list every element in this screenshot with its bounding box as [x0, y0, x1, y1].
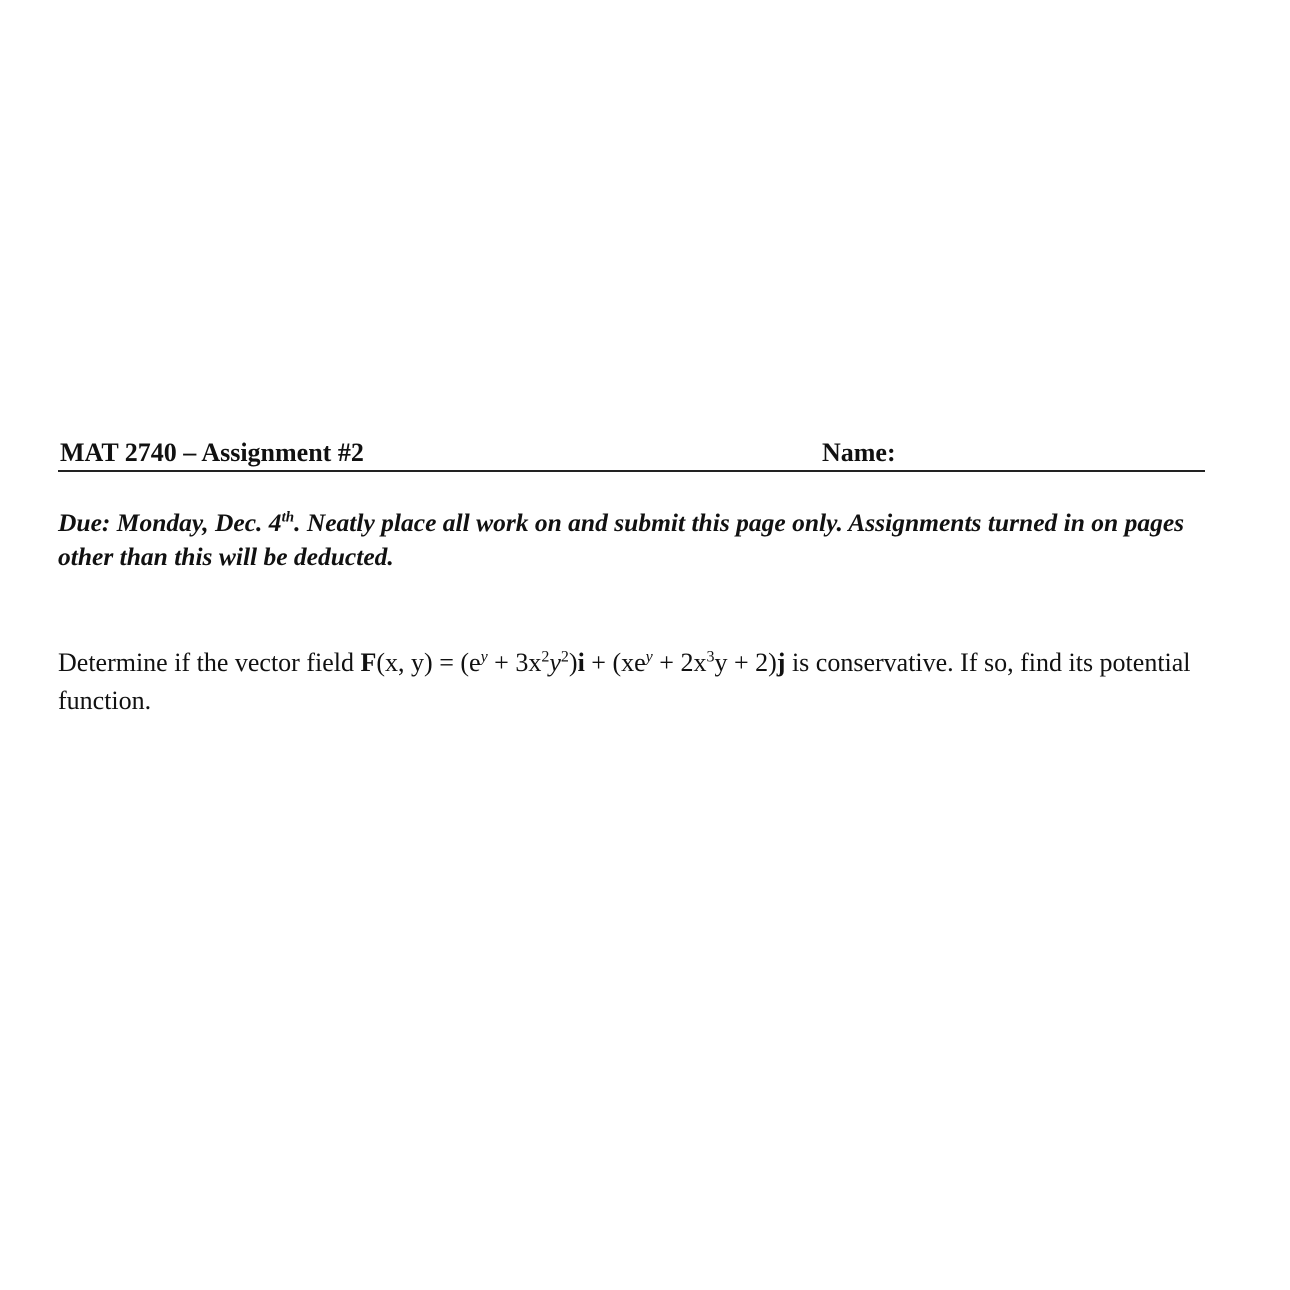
formula-close-1: ): [568, 648, 578, 677]
due-instructions: [58, 506, 1208, 574]
question-intro: Determine if the vector field: [58, 648, 361, 677]
formula-exp-3: 2: [560, 648, 569, 666]
due-date-text: Due: Monday, Dec. 4: [58, 508, 282, 537]
formula-exp-4: y: [645, 648, 653, 666]
formula-term-1: + 3x: [487, 648, 542, 677]
header-bar: [58, 436, 1205, 472]
formula-plus-open: + (xe: [584, 648, 646, 677]
due-date-ordinal: th: [281, 509, 295, 526]
question-text: [58, 644, 1208, 720]
formula-term-3: + 2x: [652, 648, 707, 677]
assignment-title: MAT 2740 – Assignment #2: [60, 438, 364, 467]
formula-F: F: [360, 648, 377, 677]
formula-exp-5: 3: [706, 648, 715, 666]
formula-exp-1: y: [480, 648, 488, 666]
formula-term-4: y + 2): [714, 648, 777, 677]
question-outro: is conservative. If so, find its potential function.: [58, 648, 1191, 715]
vector-field-formula: [360, 648, 785, 677]
submission-instructions: . Neatly place all work on and submit this page only. Assignments turned in on pages other than this will be deducted.: [58, 508, 1185, 571]
formula-j: j: [776, 648, 786, 677]
name-field-label: Name:: [822, 438, 896, 467]
formula-args: (x, y) = (e: [376, 648, 481, 677]
formula-term-2: y: [549, 648, 561, 677]
formula-exp-2: 2: [541, 648, 550, 666]
formula-i: i: [577, 648, 585, 677]
